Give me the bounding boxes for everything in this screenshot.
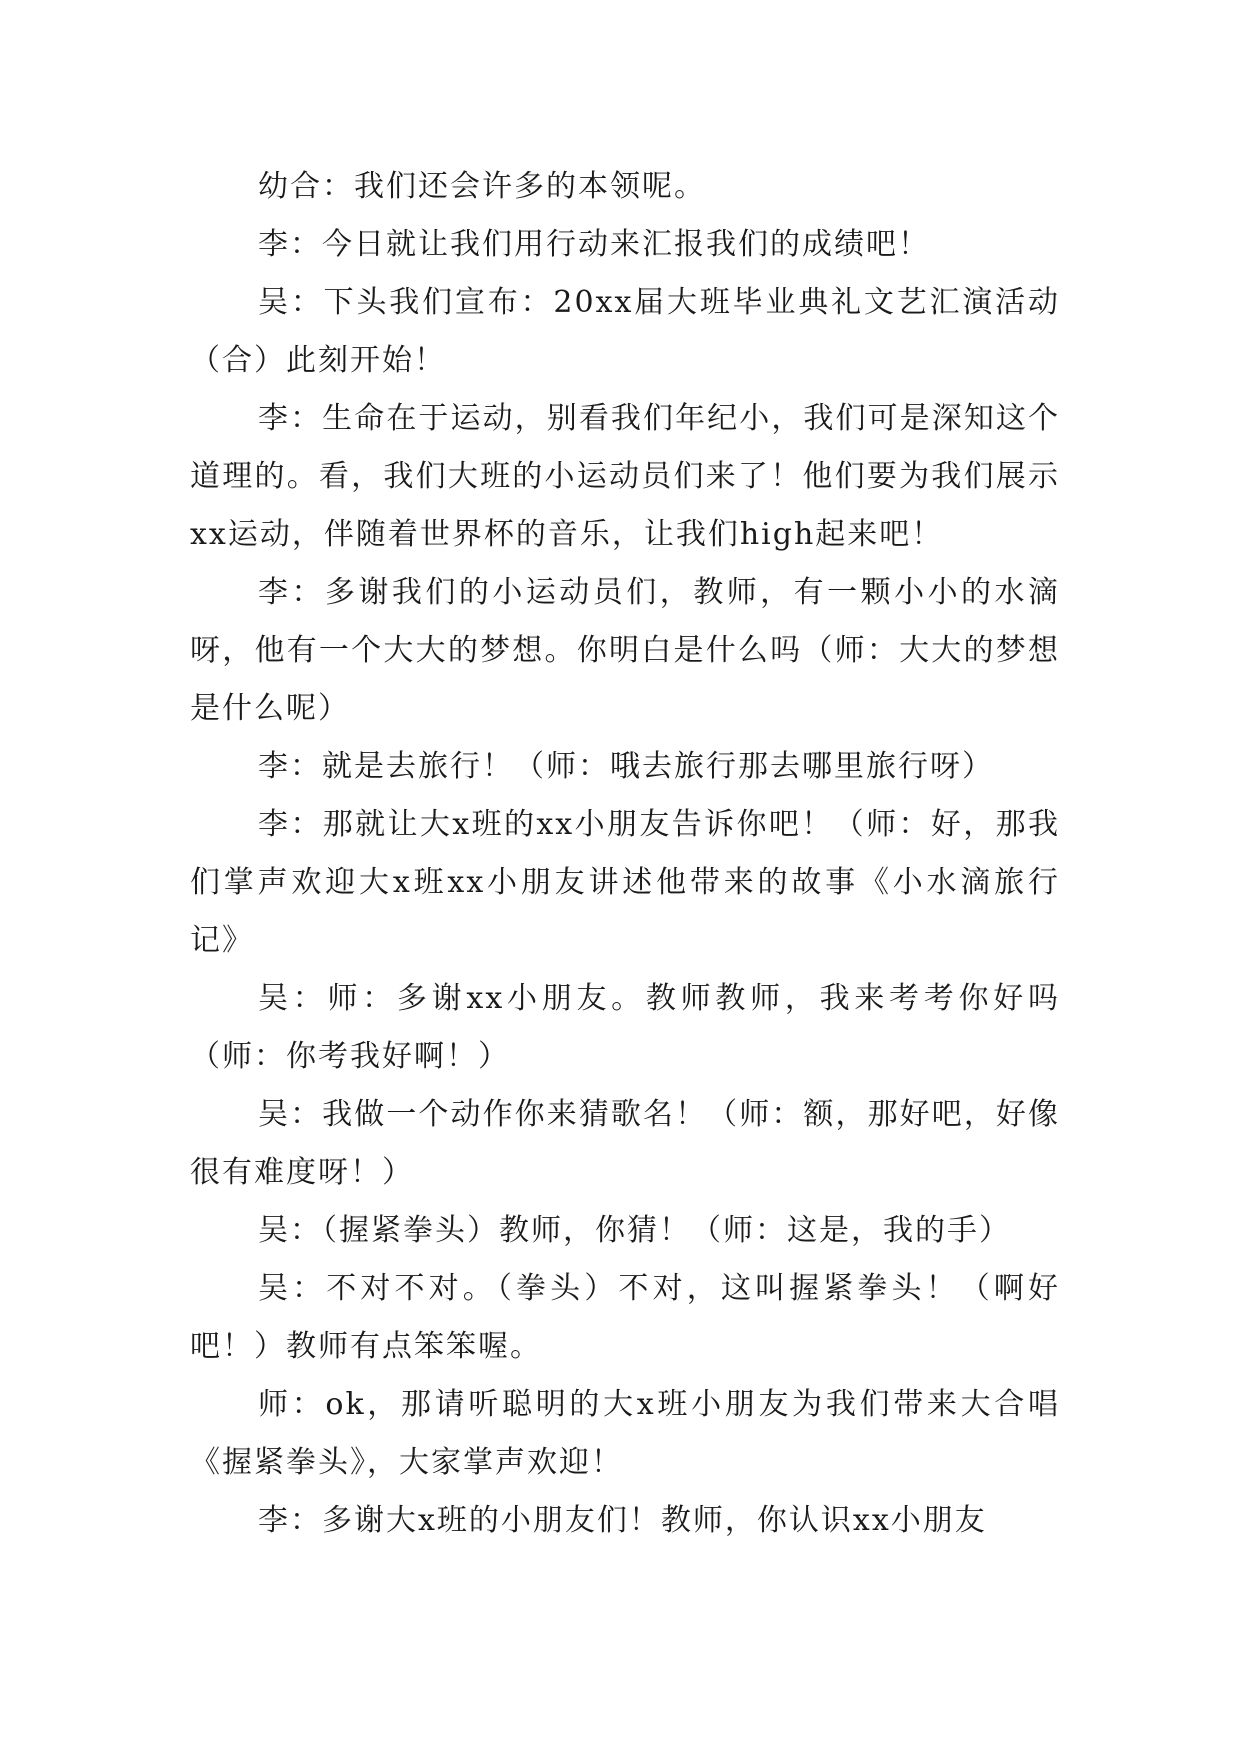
paragraph: 吴：下头我们宣布：20xx届大班毕业典礼文艺汇演活动（合）此刻开始！ <box>190 285 1060 378</box>
paragraph: 李：多谢我们的小运动员们，教师，有一颗小小的水滴呀，他有一个大大的梦想。你明白是什么吗（师：大大的梦想是什么呢） <box>190 575 1060 726</box>
paragraph: 吴：不对不对。（拳头）不对，这叫握紧拳头！（啊好吧！）教师有点笨笨喔。 <box>190 1271 1060 1364</box>
paragraph: 吴：师：多谢xx小朋友。教师教师，我来考考你好吗（师：你考我好啊！） <box>190 981 1060 1074</box>
paragraph: 吴：我做一个动作你来猜歌名！（师：额，那好吧，好像很有难度呀！） <box>190 1097 1060 1190</box>
document-body <box>190 158 1060 1550</box>
paragraph: 李：多谢大x班的小朋友们！教师，你认识xx小朋友 <box>258 1503 987 1538</box>
paragraph: 李：生命在于运动，别看我们年纪小，我们可是深知这个道理的。看，我们大班的小运动员们来了！他们要为我们展示xx运动，伴随着世界杯的音乐，让我们high起来吧！ <box>190 401 1060 552</box>
paragraph: 师：ok，那请听聪明的大x班小朋友为我们带来大合唱《握紧拳头》，大家掌声欢迎！ <box>190 1387 1060 1480</box>
paragraph: 李：今日就让我们用行动来汇报我们的成绩吧！ <box>258 227 930 262</box>
paragraph: 幼合：我们还会许多的本领呢。 <box>258 169 706 204</box>
paragraph: 吴：（握紧拳头）教师，你猜！（师：这是，我的手） <box>258 1213 1011 1248</box>
paragraph: 李：就是去旅行！（师：哦去旅行那去哪里旅行呀） <box>258 749 994 784</box>
paragraph: 李：那就让大x班的xx小朋友告诉你吧！（师：好，那我们掌声欢迎大x班xx小朋友讲述他带来的故事《小水滴旅行记》 <box>190 807 1060 958</box>
